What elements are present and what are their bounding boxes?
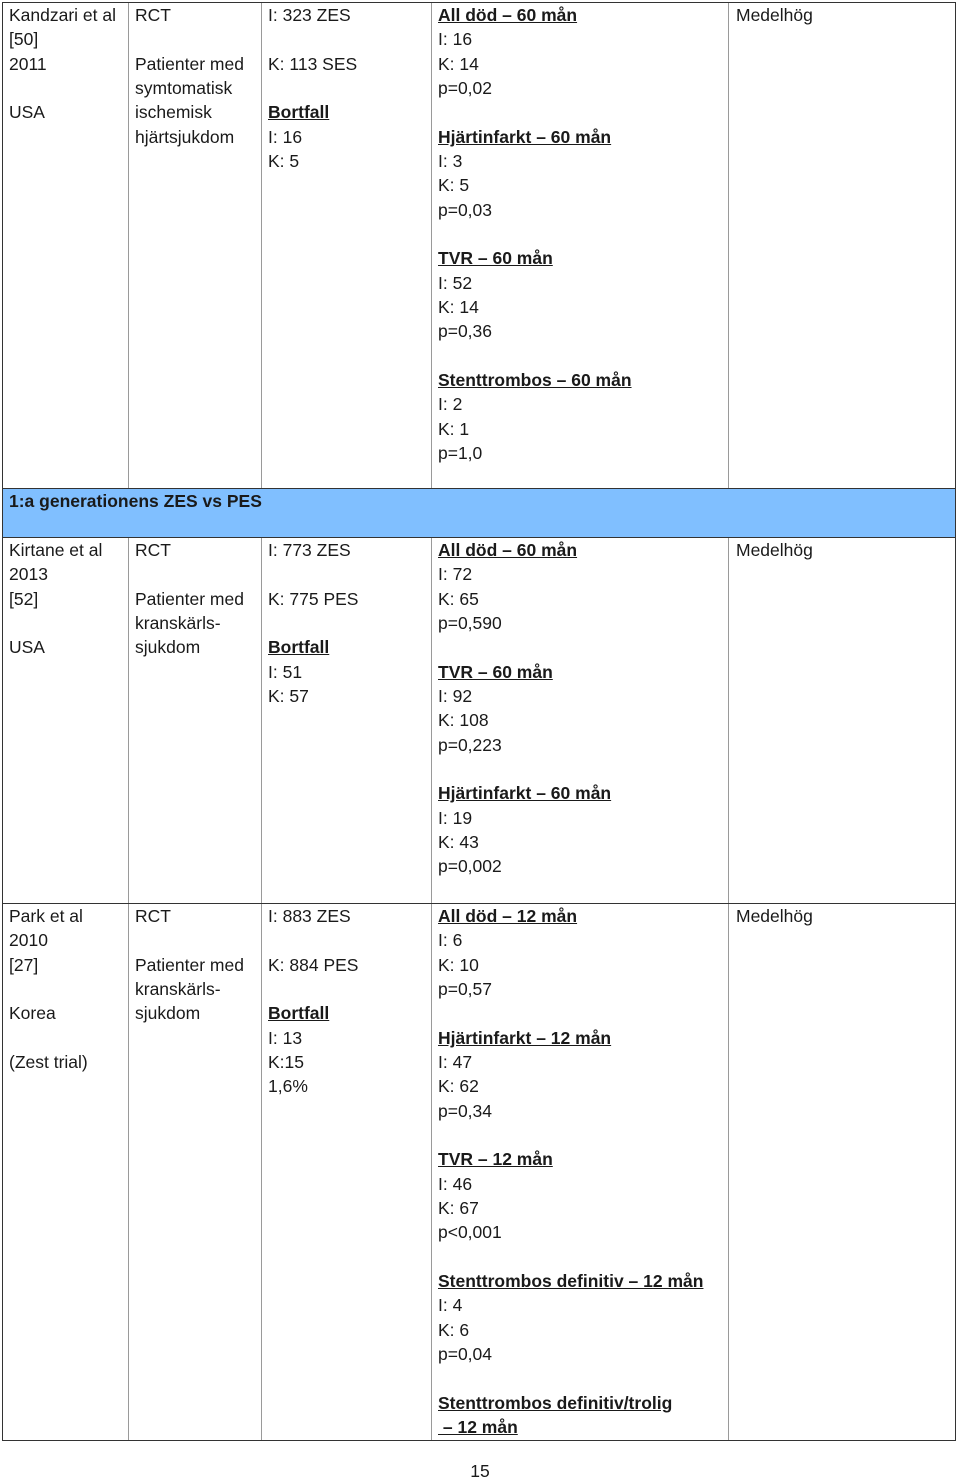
control-block [268,52,431,76]
table-row [2,903,956,1441]
population-line: Patienter med [135,53,244,74]
intervention-block [268,538,431,562]
design-type-block [135,538,261,562]
outcome-heading: Hjärtinfarkt – 60 mån [438,783,612,804]
control-count: K: 884 PES [268,954,359,975]
cell-design [128,904,261,1440]
study-info [9,538,128,611]
outcome [438,904,728,1001]
population-line: hjärtsjukdom [135,126,235,147]
outcome [438,246,728,343]
quality-rating: Medelhög [736,540,813,560]
outcome-value: I: 19 [438,807,473,828]
dropout-value: K: 5 [268,150,300,171]
table-row [2,2,956,488]
study-info [9,904,128,977]
population-line: sjukdom [135,637,201,658]
control-count: K: 775 PES [268,588,359,609]
outcome [438,1269,728,1366]
study-line: Kandzari et al [9,5,117,25]
intervention-block [268,3,431,27]
dropout-value: I: 16 [268,126,303,147]
study-country: USA [9,637,45,658]
outcome-value: K: 1 [438,418,470,439]
outcome-value: p=1,0 [438,442,483,463]
study-line: 2011 [9,53,47,74]
table-row [2,537,956,903]
dropout-label: Bortfall [268,1003,330,1024]
page-number: 15 [470,1461,490,1481]
design-type-block [135,904,261,928]
outcome-value: I: 52 [438,272,473,293]
outcome [438,660,728,757]
design-type: RCT [135,5,171,25]
control-block [268,587,431,611]
outcome-value: p=0,04 [438,1343,493,1364]
outcome-heading: Stenttrombos – 60 mån [438,369,632,390]
outcome-value: p=0,36 [438,321,493,342]
study-line: 2013 [9,564,48,585]
intervention-block [268,904,431,928]
quality-rating: Medelhög [736,906,813,926]
study-country: USA [9,102,45,123]
quality-rating: Medelhög [736,5,813,25]
study-country: Korea [9,1003,56,1024]
study-line: [27] [9,954,39,975]
outcome-value: p=0,02 [438,77,493,98]
cell-study [3,904,128,1440]
dropout-block [268,100,431,173]
outcome-value: p=0,57 [438,978,493,999]
dropout-label: Bortfall [268,102,330,123]
outcome-heading: Hjärtinfarkt – 60 mån [438,126,612,147]
cell-patients [261,538,431,903]
intervention-count: I: 773 ZES [268,540,351,560]
outcome-heading: All död – 60 mån [438,540,578,560]
cell-design [128,538,261,903]
outcome [438,538,728,635]
outcome-value: p<0,001 [438,1222,502,1243]
study-trial-block [9,1050,128,1074]
outcome-value: K: 108 [438,710,489,731]
cell-study [3,538,128,903]
study-line: [52] [9,588,39,609]
section-header: 1:a generationens ZES vs PES [9,491,262,511]
study-country-block [9,100,128,124]
outcome-value: p=0,223 [438,734,502,755]
intervention-count: I: 323 ZES [268,5,351,25]
cell-outcomes [431,904,728,1440]
outcome-value: I: 46 [438,1173,473,1194]
dropout-value: I: 51 [268,661,303,682]
outcome-heading: TVR – 12 mån [438,1149,553,1170]
outcome-value: p=0,002 [438,856,502,877]
outcome-heading: All död – 60 mån [438,5,578,25]
outcome-heading: Stenttrombos definitiv – 12 mån [438,1270,704,1291]
outcome-value: K: 5 [438,175,470,196]
study-trial-name: (Zest trial) [9,1051,88,1072]
population-line: Patienter med [135,954,244,975]
dropout-value: K:15 [268,1051,304,1072]
dropout-value: K: 57 [268,685,309,706]
outcome-value: K: 62 [438,1076,479,1097]
outcome-heading-continued: – 12 mån [438,1416,518,1437]
study-line: [50] [9,29,39,50]
population-line: kranskärls- [135,978,221,999]
outcome-value: I: 4 [438,1295,463,1316]
population-line: kranskärls- [135,612,221,633]
population-block [135,52,261,149]
outcome-value: p=0,590 [438,612,502,633]
outcome-heading: All död – 12 mån [438,906,578,926]
outcome-value: I: 3 [438,150,463,171]
section-header-row [2,488,956,537]
outcome [438,781,728,878]
outcome-heading: TVR – 60 mån [438,661,553,682]
outcome-value: I: 16 [438,29,473,50]
dropout-block [268,1001,431,1098]
population-line: sjukdom [135,1003,201,1024]
dropout-block [268,635,431,708]
dropout-label: Bortfall [268,637,330,658]
outcome [438,368,728,465]
outcome-value: I: 2 [438,394,463,415]
outcome [438,1026,728,1123]
outcome [438,1147,728,1244]
outcome-value: K: 10 [438,954,479,975]
population-line: Patienter med [135,588,244,609]
study-line: 2010 [9,930,48,951]
outcome-heading: Hjärtinfarkt – 12 mån [438,1027,612,1048]
study-line: Park et al [9,906,83,926]
outcome-value: I: 47 [438,1051,473,1072]
outcome-value: K: 6 [438,1319,470,1340]
outcome-heading: TVR – 60 mån [438,248,553,269]
outcome [438,3,728,100]
outcome-value: K: 67 [438,1197,479,1218]
intervention-count: I: 883 ZES [268,906,351,926]
outcome-value: p=0,34 [438,1100,493,1121]
design-type: RCT [135,540,171,560]
outcome-value: p=0,03 [438,199,493,220]
outcome-value: K: 14 [438,296,479,317]
cell-outcomes [431,538,728,903]
dropout-value: 1,6% [268,1076,308,1097]
cell-patients [261,3,431,488]
dropout-value: I: 13 [268,1027,303,1048]
outcome-value: I: 6 [438,930,463,951]
cell-quality [728,538,955,903]
population-block [135,953,261,1026]
cell-quality [728,904,955,1440]
population-block [135,587,261,660]
outcome [438,1391,728,1440]
outcome-value: I: 92 [438,685,473,706]
cell-quality [728,3,955,488]
outcome-heading: Stenttrombos definitiv/trolig [438,1392,673,1413]
study-country-block [9,1001,128,1025]
design-type: RCT [135,906,171,926]
study-line: Kirtane et al [9,540,103,560]
outcome-value: K: 14 [438,53,479,74]
cell-study [3,3,128,488]
control-block [268,953,431,977]
study-country-block [9,635,128,659]
outcome [438,125,728,222]
design-type-block [135,3,261,27]
control-count: K: 113 SES [268,53,358,74]
cell-patients [261,904,431,1440]
population-line: ischemisk [135,102,212,123]
outcome-value: K: 43 [438,831,479,852]
outcome-value: K: 65 [438,588,479,609]
cell-outcomes [431,3,728,488]
outcome-value: I: 72 [438,564,473,585]
cell-design [128,3,261,488]
population-line: symtomatisk [135,77,233,98]
study-info [9,3,128,76]
